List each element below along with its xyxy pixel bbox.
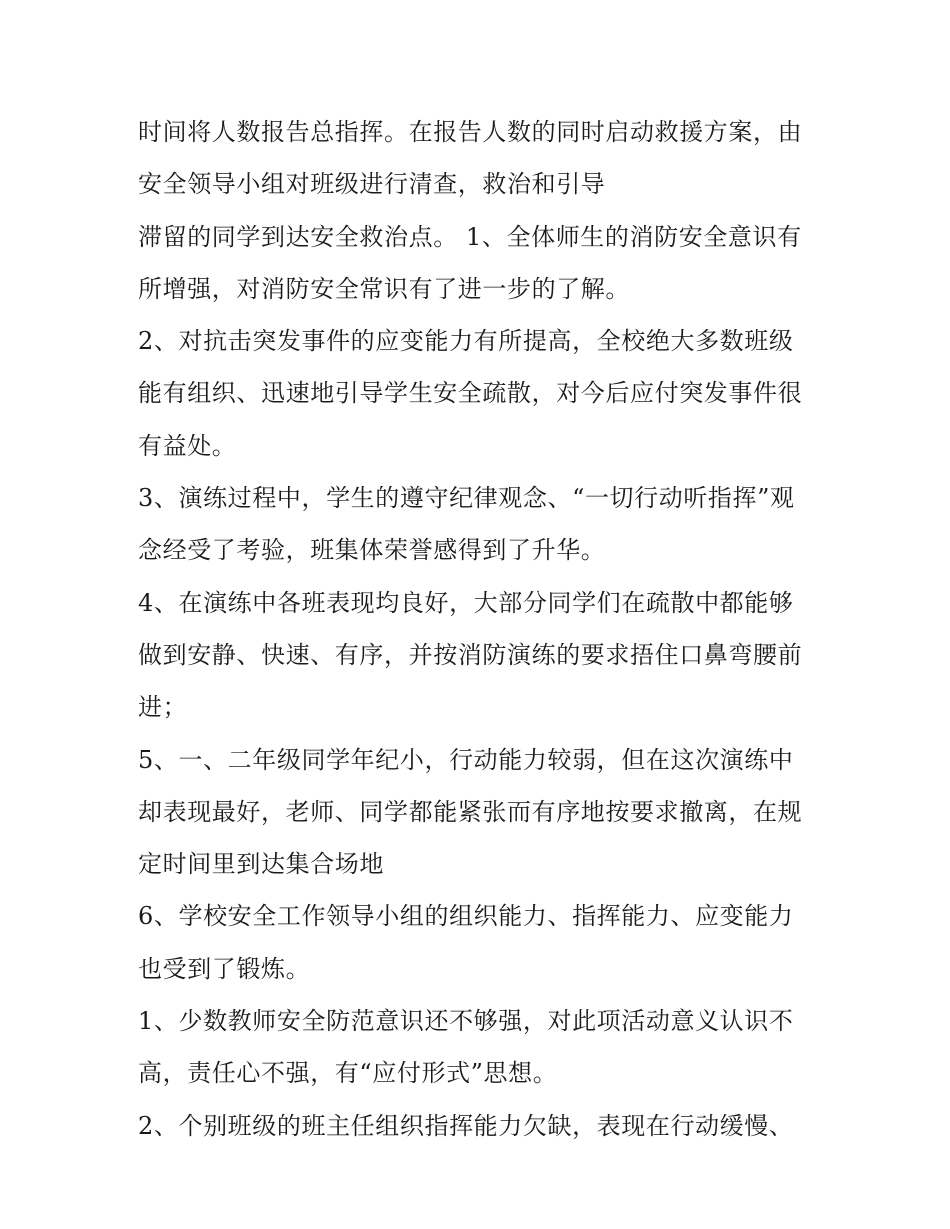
text-line: 2、对抗击突发事件的应变能力有所提高，全校绝大多数班级 (138, 327, 794, 356)
text-line: 却表现最好，老师、同学都能紧张而有序地按要求撤离，在规 (138, 797, 803, 826)
text-line: 1、少数教师安全防范意识还不够强，对此项活动意义认识不 (138, 1007, 794, 1036)
text-line: 进； (138, 693, 188, 722)
text-line: 念经受了考验，班集体荣誉感得到了升华。 (138, 536, 606, 565)
text-line: 有益处。 (138, 431, 237, 460)
text-line: 2、个别班级的班主任组织指挥能力欠缺，表现在行动缓慢、 (138, 1111, 794, 1140)
text-line: 6、学校安全工作领导小组的组织能力、指挥能力、应变能力 (138, 902, 794, 931)
text-line: 定时间里到达集合场地 (138, 850, 384, 879)
text-line: 时间将人数报告总指挥。在报告人数的同时启动救援方案，由 (138, 118, 803, 146)
text-line: 滞留的同学到达安全救治点。 1、全体师生的消防安全意识有 (138, 222, 802, 251)
text-line: 也受到了锻炼。 (138, 954, 311, 983)
text-line: 能有组织、迅速地引导学生安全疏散，对今后应付突发事件很 (138, 379, 803, 408)
text-line: 安全领导小组对班级进行清查，救治和引导 (138, 170, 606, 199)
text-line: 4、在演练中各班表现均良好，大部分同学们在疏散中都能够 (138, 588, 794, 617)
document-body (138, 106, 818, 1152)
text-line: 3、演练过程中，学生的遵守纪律观念、“一切行动听指挥”观 (138, 484, 795, 513)
text-line: 所增强，对消防安全常识有了进一步的了解。 (138, 274, 630, 303)
text-line: 5、一、二年级同学年纪小，行动能力较弱，但在这次演练中 (138, 745, 794, 774)
text-line: 高，责任心不强，有“应付形式”思想。 (138, 1059, 558, 1088)
text-line: 做到安静、快速、有序，并按消防演练的要求捂住口鼻弯腰前 (138, 640, 803, 669)
